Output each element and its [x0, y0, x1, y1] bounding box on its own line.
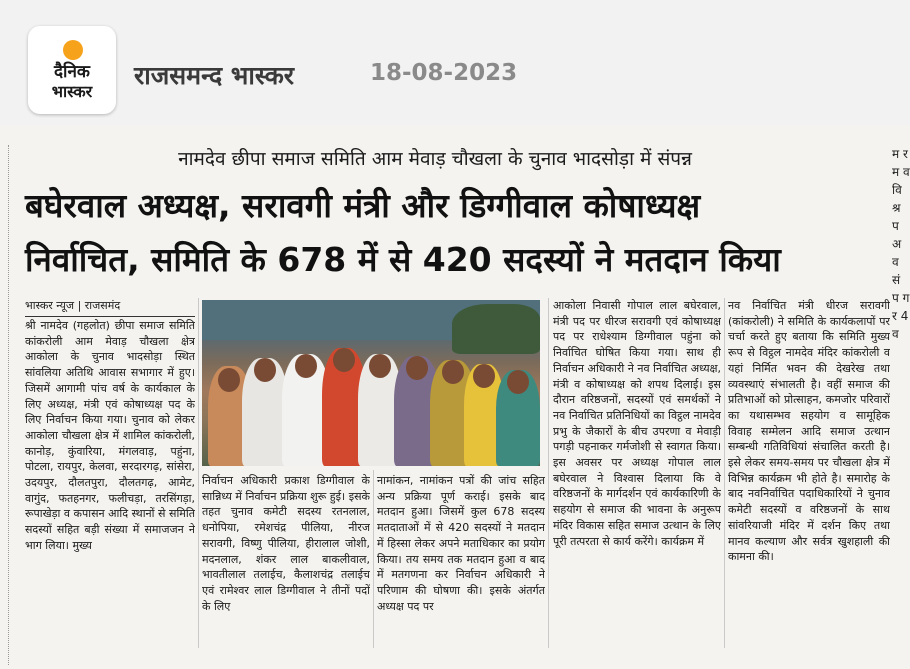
byline: भास्कर न्यूज | राजसमंद — [25, 298, 195, 317]
article-paragraph: श्री नामदेव (गहलोत) छीपा समाज समिति कांकरोली आम मेवाड़ चौखला क्षेत्र आकोला के चुनाव भादसोड़ा स्थित सांवलिया अतिथि आवास सभागार में हुए। जिसमें आगामी पांच वर्ष के कार्यकाल के लिए अध्यक्ष, मंत्री एवं कोषाध्यक्ष पद के लिए निर्वाचन किया गया। चुनाव को लेकर आकोला चौखला क्षेत्र में शामिल कांकरोली, कानोड़, कुंवारिया, मंगलवाड़, पहुंना, पोटला, रायपुर, केलवा, सरदारगढ़, सांसेरा, उदयपुर, दौलतपुरा, दौलतगढ़, आमेट, वागुंद, फतहनगर, फलीचड़ा, तरसिंगड़ा, रूपाखेड़ा व कपासन आदि स्थानों से समिति सदस्यों सहित बड़ी संख्या में समाजजन ने भाग लिया। मुख्य — [25, 319, 195, 552]
article-column-1 — [25, 318, 195, 648]
article-paragraph: निर्वाचन अधिकारी प्रकाश डिग्गीवाल के सान्निध्य में निर्वाचन प्रक्रिया शुरू हुई। इसके तहत चुनाव कमेटी सदस्य रतनलाल, धनोपिया, रमेशचंद्र पीलिया, नीरज सरावगी, विष्णु पीलिया, हीरालाल जोशी, मदनलाल, शंकर लाल बाकलीवाल, भावतीलाल तलाईच, कैलाशचंद्र तलाईच एवं रामेश्वर लाल डिग्गीवाल ने तीनों पदों के लिए — [202, 474, 370, 613]
column-rule — [373, 470, 374, 648]
logo-text-line1: दैनिक — [54, 62, 90, 82]
dainik-bhaskar-logo[interactable] — [28, 26, 116, 114]
photo-person-head — [254, 358, 276, 382]
article-paragraph: नव निर्वाचित मंत्री धीरज सरावगी (कांकरोली) ने समिति के कार्यकलापों पर चर्चा करते हुए बताया कि समिति मुख्य रूप से विट्ठल नामदेव मंदिर कांकरोली व यहां निर्मित भवन की देखरेख तथा व्यवस्थाएं संभालती है। वहीं समाज की प्रतिभाओं को प्रोत्साहन, कमजोर परिवारों का यथासम्भव सहयोग व सामूहिक विवाह सम्मेलन आदि समाज उत्थान सम्बन्धी गतिविधियां संचालित करती है। इसे लेकर समय-समय पर चौखला क्षेत्र में विभिन्न कार्यक्रम भी होते है। समारोह के बाद नवनिर्वाचित पदाधिकारियों ने चुनाव कमेटी सदस्यों व वरिष्ठजनों के साथ सांवरियाजी मंदिर में दर्शन किए तथा मानव कल्याण और सर्वत्र खुशहाली की कामना की। — [728, 299, 890, 564]
edition-date: 18-08-2023 — [370, 60, 518, 86]
photo-person-head — [295, 354, 317, 378]
headline-line-1: बघेरवाल अध्यक्ष, सरावगी मंत्री और डिग्गीवाल कोषाध्यक्ष — [25, 186, 701, 225]
logo-sun-icon — [63, 40, 83, 60]
article-column-4 — [553, 298, 721, 648]
photo-person-head — [507, 370, 529, 394]
headline-line-2: निर्वाचित, समिति के 678 में से 420 सदस्यों ने मतदान किया — [25, 240, 781, 279]
article-column-2 — [202, 473, 370, 648]
photo-person-head — [218, 368, 240, 392]
adjacent-column-edge — [8, 145, 13, 665]
group-photo — [202, 300, 540, 466]
column-rule — [724, 298, 725, 648]
top-bar — [0, 0, 910, 125]
column-rule — [548, 298, 549, 648]
logo-text-line2: भास्कर — [51, 82, 93, 101]
photo-person-head — [333, 348, 355, 372]
edition-name[interactable]: राजसमन्द भास्कर — [134, 61, 295, 90]
photo-person-head — [442, 360, 464, 384]
article-column-5 — [728, 298, 890, 648]
adjacent-article-column: म र म व वि श्र प अ व सं प ग र 4 व — [892, 147, 910, 341]
article-paragraph: आकोला निवासी गोपाल लाल बघेरवाल, मंत्री पद पर धीरज सरावगी एवं कोषाध्यक्ष पद पर राधेश्याम डिग्गीवाल पहुंना को निर्वाचित घोषित किया गया। साथ ही निर्वाचन अधिकारी ने नव निर्वाचित अध्यक्ष, मंत्री व कोषाध्यक्ष को शपथ दिलाई। इस दौरान वरिष्ठजनों, सदस्यों एवं समर्थकों ने नव निर्वाचित प्रतिनिधियों का विट्ठल नामदेव प्रभु के जैकारों के बीच उपरणा व मेवाड़ी पगड़ी पहनाकर गर्मजोशी से स्वागत किया। इस अवसर पर अध्यक्ष गोपाल लाल बघेरवाल ने विश्वास दिलाया कि वे वरिष्ठजनों के मार्गदर्शन एवं कार्यकारिणी के सहयोग से समाज की भावना के अनुरूप मंदिर विकास सहित समाज उत्थान के लिए पूरी तत्परता से कार्य करेंगे। कार्यक्रम में — [553, 299, 721, 548]
photo-person-head — [473, 364, 495, 388]
photo-person-head — [369, 354, 391, 378]
column-rule — [198, 298, 199, 648]
photo-tree — [452, 304, 540, 354]
article-kicker: नामदेव छीपा समाज समिति आम मेवाड़ चौखला के चुनाव भादसोड़ा में संपन्न — [178, 148, 692, 170]
article-paragraph: नामांकन, नामांकन पत्रों की जांच सहित अन्य प्रक्रिया पूर्ण कराई। इसके बाद मतदान हुआ। जिसमें कुल 678 सदस्य मतदाताओं में से 420 सदस्यों ने मतदान में हिस्सा लेकर अपने मताधिकार का प्रयोग किया। तय समय तक मतदान हुआ व बाद में मतगणना कर निर्वाचन अधिकारी ने परिणाम की घोषणा की। इसके अंतर्गत अध्यक्ष पद पर — [377, 474, 545, 613]
photo-person-head — [406, 356, 428, 380]
article-column-3 — [377, 473, 545, 648]
